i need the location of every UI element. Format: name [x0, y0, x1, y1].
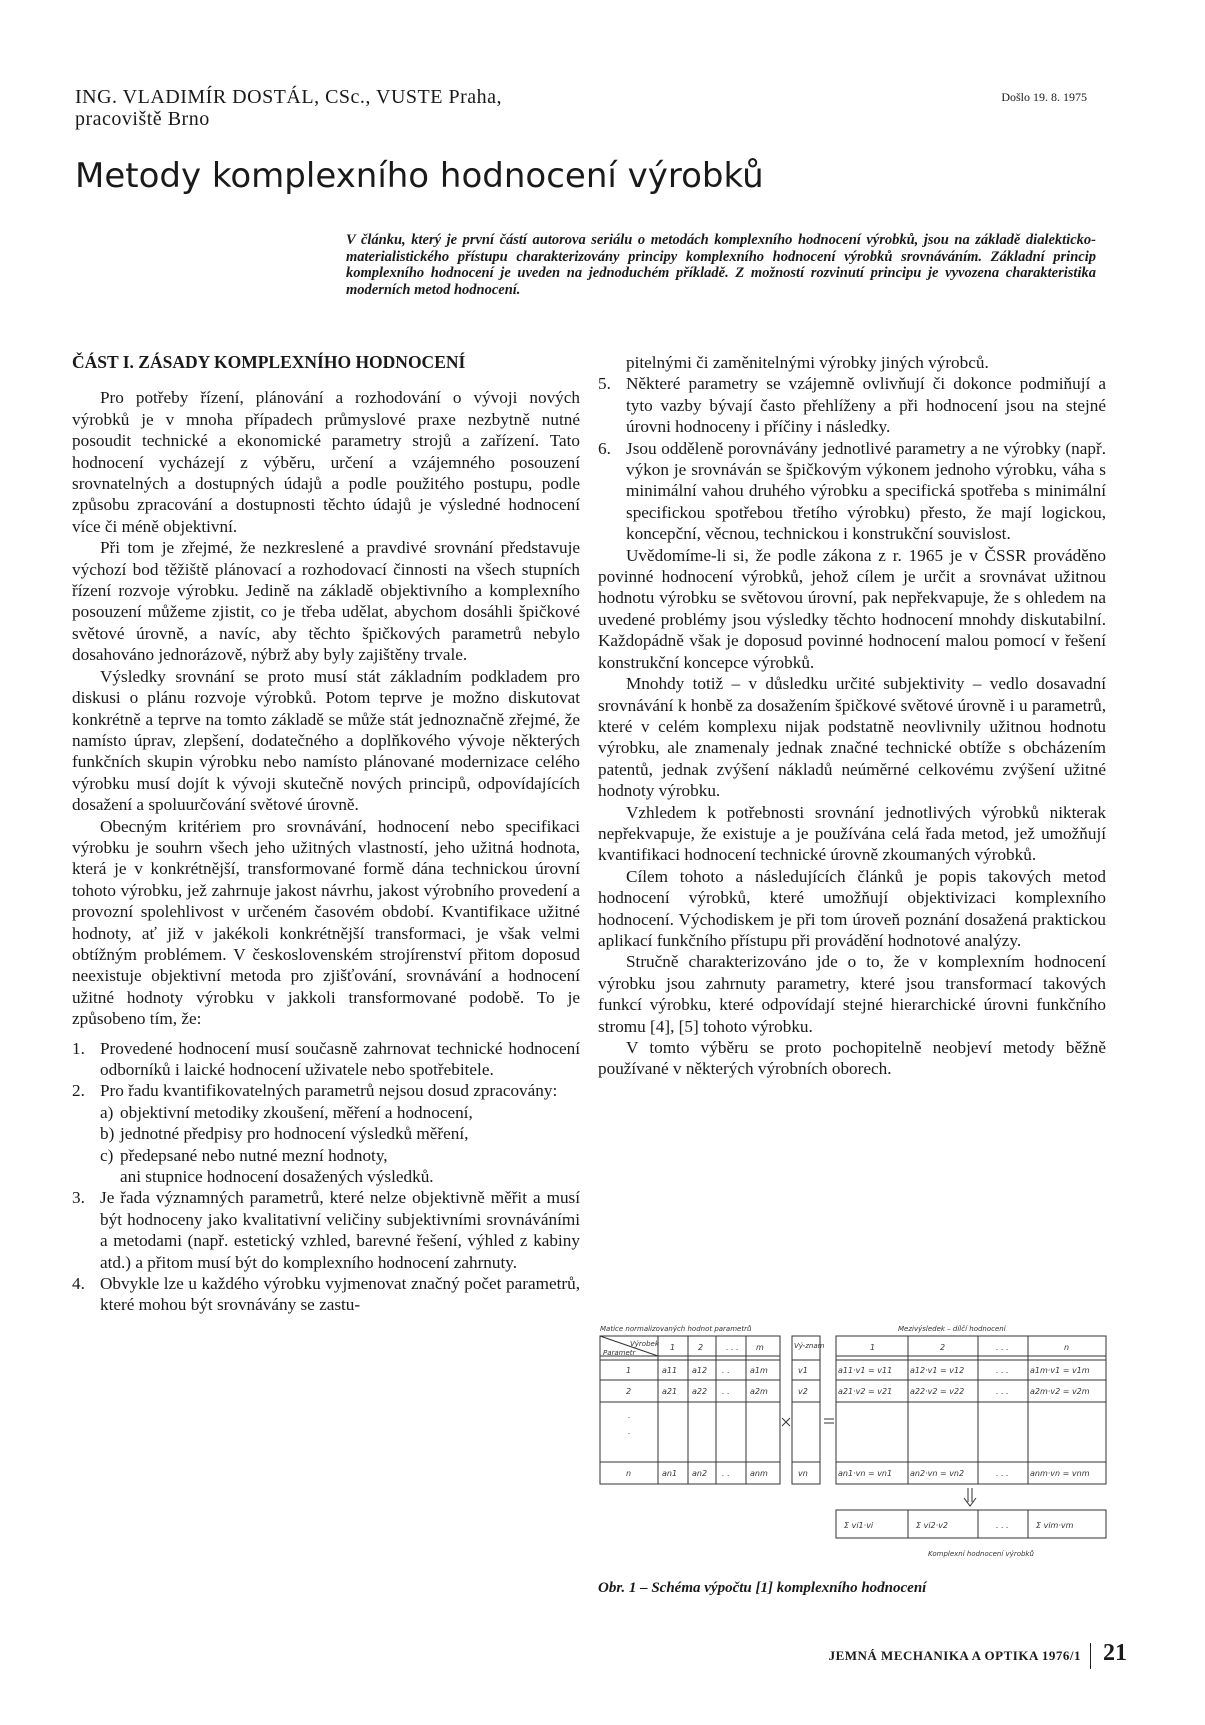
list-item-continued: pitelnými či zaměnitelnými výrobky jiných výrobců.	[626, 353, 989, 372]
paragraph: Obecným kritériem pro srovnávání, hodnocení nebo specifikaci výrobku je souhrn všech jeho užitných vlastností, jeho užitná hodnota, která je v konkrétnější, transformované formě dána technickou úrovní tohoto výrobku, jež zahrnuje jakost návrhu, jakost výrobního provedení a provozní spolehlivost v určeném časovém období. Kvantifikace užitné hodnoty, ať již v jakékoli konkrétnější transformaci, je však velmi obtížným problémem. V československém strojírenství přitom doposud neexistuje objektivní metoda pro zjišťování, srovnávání a hodnocení užitné hodnoty výrobku v jakkoli transformované podobě. To je způsobeno tím, že:	[72, 816, 580, 1029]
svg-text:.: .	[628, 1427, 631, 1436]
paragraph: Cílem tohoto a následujících článků je popis takových metod hodnocení výrobků, které umožňují objektivizaci komplexního hodnocení. Východiskem je při tom úroveň poznání dosažená praktickou aplikací funkčního přístupu při provádění hodnotové analýzy.	[598, 866, 1106, 950]
paragraph: Mnohdy totiž – v důsledku určité subjektivity – vedlo dosavadní srovnávání k honbě za dosažením špičkové světové úrovně i u parametrů, které v celém komplexu nijak podstatně neovlivnily užitnou hodnotu výrobku, ale znamenaly jednak značné technické obtíže s obcházením patentů, jednak zvýšení nákladů neúměrné celkovému zvýšení užitné hodnoty výrobku.	[598, 674, 1106, 801]
svg-text:anm·vn = vnm: anm·vn = vnm	[1030, 1469, 1090, 1478]
svg-text:Σ vi1·vi: Σ vi1·vi	[844, 1521, 874, 1530]
abstract: V článku, který je první částí autorova seriálu o metodách komplexního hodnocení výrobků, jsou na základě dialekticko-materialistického přístupu charakterizovány principy komplexního hodnocení výrobků srovnáváním. Základní princip komplexního hodnocení je uveden na jednoduchém příkladě. Z možností rozvinutí principu je vyvozena charakteristika moderních metod hodnocení.	[346, 232, 1096, 298]
svg-text:a1m: a1m	[750, 1366, 768, 1375]
complex-label: Komplexní hodnocení výrobků	[928, 1550, 1034, 1558]
section-heading: ČÁST I. ZÁSADY KOMPLEXNÍHO HODNOCENÍ	[72, 352, 466, 372]
svg-text:a21·v2 = v21: a21·v2 = v21	[838, 1387, 893, 1396]
svg-text:Vý-znam: Vý-znam	[794, 1342, 825, 1350]
svg-text:anm: anm	[750, 1469, 768, 1478]
svg-text:a11·v1 = v11: a11·v1 = v11	[838, 1366, 893, 1375]
svg-text:. . .: . . .	[996, 1343, 1009, 1352]
svg-text:m: m	[756, 1343, 764, 1352]
figure-schema	[598, 1322, 1108, 1592]
svg-text:a21: a21	[662, 1387, 678, 1396]
svg-text:a11: a11	[662, 1366, 678, 1375]
list-item: 2. Pro řadu kvantifikovatelných parametrů nejsou dosud zpracovány:	[72, 1081, 558, 1101]
svg-text:. .: . .	[722, 1387, 730, 1396]
figure-caption: Obr. 1 – Schéma výpočtu [1] komplexního hodnocení	[598, 1580, 927, 1596]
svg-text:2: 2	[626, 1387, 632, 1396]
author-line: ING. VLADIMÍR DOSTÁL, CSc., VUSTE Praha,	[75, 86, 503, 108]
received-date: Došlo 19. 8. 1975	[1001, 90, 1087, 104]
list-item: 6. Jsou odděleně porovnávány jednotlivé parametry a ne výrobky (např. výkon je srovnáván se špičkovým výkonem jednoho výrobku, váha s minimální vahou druhého výrobku a specifická spotřeba s minimální specifickou spotřebou třetího výrobku) přesto, že mají logickou, koncepční, věcnou, technickou i konstrukční souvislost.	[598, 438, 1106, 544]
svg-text:n: n	[1064, 1343, 1070, 1352]
paragraph: Pro potřeby řízení, plánování a rozhodování o vývoji nových výrobků je v mnoha případech průmyslové praxe nezbytně nutné posoudit technické a ekonomické parametry strojů a zařízení. Tato hodnocení vycházejí z výběru, určení a vzájemného posouzení srovnatelných a dostupných údajů a podle použitého postupu, podle způsobu zpracování a dostupnosti těchto údajů je výsledné hodnocení více či méně objektivní.	[72, 388, 580, 536]
svg-text:Σ vi2·v2: Σ vi2·v2	[916, 1521, 949, 1530]
svg-text:a12·v1 = v12: a12·v1 = v12	[910, 1366, 965, 1375]
svg-text:1: 1	[870, 1343, 876, 1352]
svg-text:1: 1	[670, 1343, 676, 1352]
intermediate-label: Mezivýsledek – dílčí hodnocení	[898, 1325, 1006, 1333]
paragraph: Vzhledem k potřebnosti srovnání jednotlivých výrobků nikterak nepřekvapuje, že existuje a je používána celá řada metod, jež umožňují kvantifikaci hodnocení technické úrovně zkoumaných výrobků.	[598, 802, 1106, 865]
author-affiliation: pracoviště Brno	[75, 108, 210, 130]
svg-text:an2: an2	[692, 1469, 708, 1478]
svg-text:a1m·v1 = v1m: a1m·v1 = v1m	[1030, 1366, 1090, 1375]
svg-text:. . .: . . .	[726, 1343, 739, 1352]
paragraph: Výsledky srovnání se proto musí stát základním podkladem pro diskusi o plánu rozvoje výrobků. Potom teprve je možno diskutovat konkrétně a teprve na tomto základě se může stát jednoznačně zřejmé, že namísto úprav, zlepšení, dodatečného a doplňkového vývoje některých funkčních skupin výrobku nebo namísto plánované modernizace celého výrobku musí dojít k vývoji skutečně nových principů, odpovídajících dosažení a spoluurčování světové úrovně.	[72, 666, 580, 815]
svg-text:vn: vn	[798, 1469, 808, 1478]
paragraph: Stručně charakterizováno jde o to, že v komplexním hodnocení výrobku jsou zahrnuty parametry, které jsou transformací takových funkcí výrobku, které odpovídají stejné hierarchické úrovni funkčního stromu [4], [5] tohoto výrobku.	[598, 952, 1106, 1036]
svg-text:an1·vn = vn1: an1·vn = vn1	[838, 1469, 893, 1478]
schema-diagram	[598, 1322, 1108, 1562]
svg-text:1: 1	[626, 1366, 632, 1375]
sub-list-item: c) předepsané nebo nutné mezní hodnoty,	[100, 1145, 388, 1165]
list-item: 5. Některé parametry se vzájemně ovlivňují či dokonce podmiňují a tyto vazby bývají často přehlíženy a při hodnocení jsou na stejné úrovni hodnoceny i příčiny i následky.	[598, 374, 1106, 437]
svg-text:an2·vn = vn2: an2·vn = vn2	[910, 1469, 965, 1478]
svg-text:Výrobek: Výrobek	[630, 1340, 659, 1348]
svg-text:. .: . .	[722, 1366, 730, 1375]
svg-text:. . .: . . .	[996, 1521, 1009, 1530]
svg-text:v1: v1	[798, 1366, 808, 1375]
svg-text:a2m: a2m	[750, 1387, 768, 1396]
svg-text:. . .: . . .	[996, 1366, 1009, 1375]
author-block	[75, 86, 502, 130]
svg-text:a2m·v2 = v2m: a2m·v2 = v2m	[1030, 1387, 1090, 1396]
left-column	[72, 352, 580, 1316]
svg-text:2: 2	[940, 1343, 946, 1352]
list-item: 4. Obvykle lze u každého výrobku vyjmenovat značný počet parametrů, které mohou být srovnávány se zastu-	[72, 1274, 580, 1315]
svg-text:Parametr: Parametr	[603, 1349, 636, 1357]
paragraph: V tomto výběru se proto pochopitelně neobjeví metody běžně používané v některých výrobních oborech.	[598, 1038, 1106, 1079]
sub-list-item: b) jednotné předpisy pro hodnocení výsledků měření,	[100, 1124, 469, 1144]
article-title: Metody komplexního hodnocení výrobků	[75, 156, 764, 196]
svg-text:. . .: . . .	[996, 1469, 1009, 1478]
matrix-label: Matice normalizovaných hodnot parametrů	[600, 1325, 752, 1333]
journal-footer: JEMNÁ MECHANIKA A OPTIKA 1976/1	[828, 1648, 1081, 1663]
list-item: 1. Provedené hodnocení musí současně zahrnovat technické hodnocení odborníků i laické hodnocení uživatele nebo spotřebitele.	[72, 1038, 580, 1079]
svg-text:a22: a22	[692, 1387, 708, 1396]
svg-text:a12: a12	[692, 1366, 708, 1375]
svg-text:Σ vim·vm: Σ vim·vm	[1036, 1521, 1074, 1530]
svg-text:.: .	[628, 1411, 631, 1420]
sub-list-item: a) objektivní metodiky zkoušení, měření a hodnocení,	[100, 1102, 473, 1122]
paragraph: Při tom je zřejmé, že nezkreslené a pravdivé srovnání představuje výchozí bod těžiště plánovací a rozhodovací činnosti na všech stupních řízení rozvoje výrobku. Jedině na základě objektivního a komplexního posouzení můžeme zjistit, co je třeba udělat, abychom dosáhli špičkové světové úrovně, a navíc, aby těchto špičkových parametrů nebylo dosahováno jednorázově, nýbrž aby byly zajištěny trvale.	[72, 538, 580, 665]
page-number: 21	[1103, 1640, 1127, 1666]
list-item: 3. Je řada významných parametrů, které nelze objektivně měřit a musí být hodnoceny jako kvalitativní veličiny subjektivními srovnáváními a metodami (např. estetický vzhled, barevné řešení, výhled z kabiny atd.) a přitom musí být do komplexního hodnocení zahrnuty.	[72, 1188, 580, 1272]
right-column	[598, 352, 1106, 1080]
svg-text:2: 2	[698, 1343, 704, 1352]
svg-text:. .: . .	[722, 1469, 730, 1478]
svg-text:v2: v2	[798, 1387, 808, 1396]
svg-text:a22·v2 = v22: a22·v2 = v22	[910, 1387, 965, 1396]
svg-text:. . .: . . .	[996, 1387, 1009, 1396]
svg-text:n: n	[626, 1469, 632, 1478]
sub-list-item: ani stupnice hodnocení dosažených výsledků.	[120, 1167, 434, 1187]
svg-text:an1: an1	[662, 1469, 678, 1478]
footer-divider	[1090, 1643, 1091, 1669]
paragraph: Uvědomíme-li si, že podle zákona z r. 1965 je v ČSSR prováděno povinné hodnocení výrobků, jehož cílem je určit a srovnávat užitnou hodnotu výrobku se světovou úrovní, pak nepřekvapuje, že s ohledem na uvedené problémy jsou výsledky těchto hodnocení mnohdy diskutabilní. Každopádně však je doposud povinné hodnocení malou pomocí v řešení konstrukční koncepce výrobků.	[598, 545, 1106, 672]
